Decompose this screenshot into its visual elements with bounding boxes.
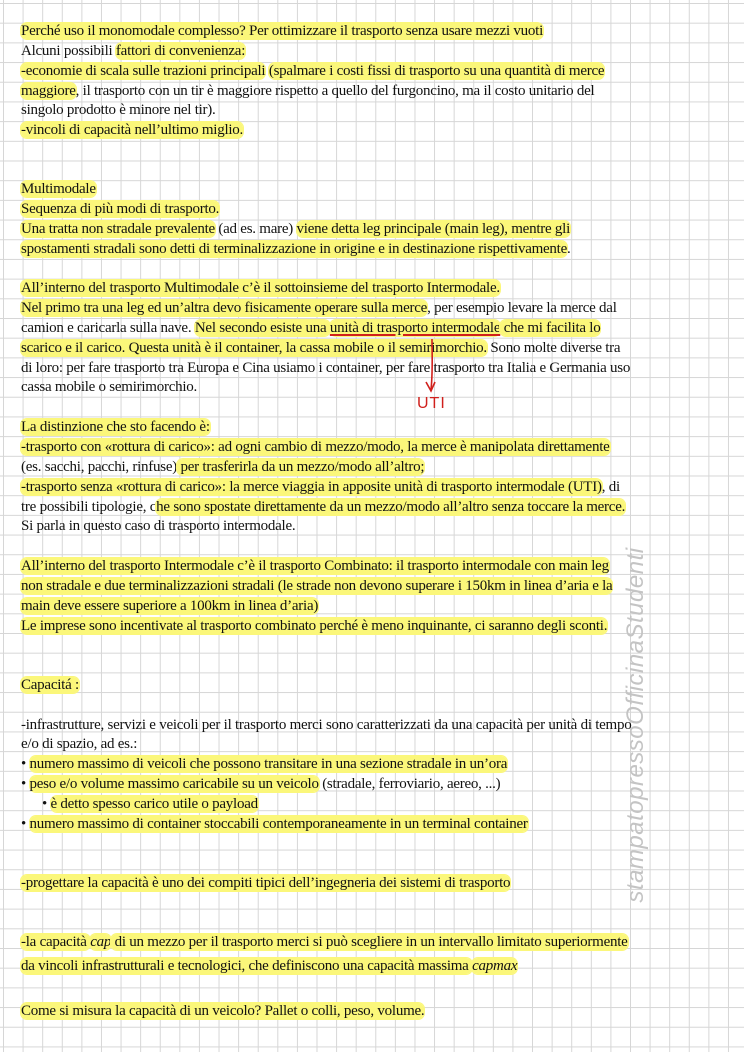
text-line	[21, 319, 600, 337]
text-line	[21, 101, 216, 119]
text: •	[21, 756, 30, 772]
text: (stradale, ferroviario, aereo, ...)	[318, 776, 501, 792]
text-line	[21, 458, 424, 476]
highlighted-text: non stradale e due terminalizzazioni stradali (le strade non devono superare i 150km in linea d’aria e la	[21, 578, 613, 594]
text: (ad es. mare)	[214, 221, 297, 237]
text: Sono molte diverse tra	[486, 340, 621, 356]
highlighted-text: Nel primo tra una leg ed un’altra devo fisicamente operare sulla merce	[21, 300, 428, 316]
text: Alcuni possibili	[21, 43, 116, 59]
text-line	[21, 180, 96, 198]
highlighted-text: Come si misura la capacità di un veicolo? Pallet o colli, peso, volume.	[21, 1003, 425, 1019]
text-line	[21, 557, 609, 575]
text-line	[21, 874, 510, 892]
highlighted-text: Perché uso il monomodale complesso? Per ottimizzare il trasporto senza usare mezzi vuoti	[21, 23, 543, 39]
text-line	[21, 121, 243, 139]
text-line	[21, 42, 245, 60]
text-line	[21, 359, 630, 377]
text-line	[21, 755, 507, 773]
text-line	[21, 82, 594, 100]
highlighted-text: fattori di convenienza:	[115, 43, 246, 59]
highlighted-text: cap	[90, 934, 112, 950]
highlighted-text: La distinzione che sto facendo è:	[21, 419, 210, 435]
text-line	[21, 438, 610, 456]
text-line	[21, 279, 500, 297]
text: .	[567, 241, 571, 257]
highlighted-text: scarico e il carico. Questa unità è il container, la cassa mobile o il semirimorchio.	[21, 340, 487, 356]
highlighted-text: Nel secondo esiste una	[194, 320, 330, 336]
highlighted-text: All’interno del trasporto Multimodale c’è il sottoinsieme del trasporto Intermodale.	[21, 280, 500, 296]
text-line	[21, 933, 628, 951]
text-line	[21, 200, 219, 218]
text: , per esempio levare la merce dal	[427, 300, 617, 316]
text-line	[21, 735, 137, 753]
text: singolo prodotto è minore nel tir).	[21, 102, 216, 118]
text: Si parla in questo caso di trasporto intermodale.	[21, 518, 296, 534]
text-line	[21, 517, 295, 535]
text: (es. sacchi, pacchi, rinfuse)	[21, 459, 178, 475]
highlighted-text: Multimodale	[21, 181, 96, 197]
highlighted-text: (spalmare i costi fissi di trasporto su una quantità di merce	[268, 63, 605, 79]
text: •	[21, 776, 30, 792]
text: •	[21, 816, 30, 832]
text-line	[21, 62, 604, 80]
text: -infrastrutture, servizi e veicoli per il trasporto merci sono caratterizzati da una capacità per unità di tempo	[21, 717, 632, 733]
text-line	[21, 418, 210, 436]
text-line	[21, 22, 543, 40]
highlighted-text: Le imprese sono incentivate al trasporto combinato perché è meno inquinante, ci saranno degli sconti.	[21, 618, 608, 634]
text-line	[21, 815, 528, 833]
text: cassa mobile o semirimorchio.	[21, 379, 198, 395]
highlighted-text: Capacitá :	[21, 677, 79, 693]
highlighted-text: -economie di scala sulle trazioni principali	[21, 63, 266, 79]
highlighted-text: da vincoli infrastrutturali e tecnologici, che definiscono una capacità massima	[21, 958, 473, 974]
highlighted-text: viene detta leg principale (main leg), mentre gli	[296, 221, 570, 237]
text-line	[21, 617, 607, 635]
text-line	[21, 339, 620, 357]
highlighted-text: unità di trasporto intermodale	[329, 320, 501, 336]
highlighted-text: maggiore	[21, 83, 76, 99]
text: e/o di spazio, ad es.:	[21, 736, 138, 752]
highlighted-text: che mi facilita lo	[500, 320, 601, 336]
highlighted-text: -la capacità	[21, 934, 91, 950]
text-line	[21, 378, 197, 396]
text-line	[21, 299, 617, 317]
highlighted-text: spostamenti stradali sono detti di terminalizzazione in origine e in destinazione rispettivamente	[21, 241, 567, 257]
text: , di	[601, 479, 620, 495]
text: •	[21, 796, 51, 812]
text-line	[21, 957, 517, 975]
text-line	[21, 478, 620, 496]
text-line	[21, 577, 612, 595]
annotation-arrow-icon	[420, 335, 450, 397]
text-line	[21, 597, 318, 615]
highlighted-text: he sono spostate direttamente da un mezzo/modo all’altro senza toccare la merce.	[156, 499, 626, 515]
text: camion e caricarla sulla nave.	[21, 320, 195, 336]
highlighted-text: All’interno del trasporto Intermodale c’è il trasporto Combinato: il trasporto intermodale con main leg	[21, 558, 609, 574]
highlighted-text: capmax	[472, 958, 518, 974]
text-line	[21, 498, 625, 516]
highlighted-text: Sequenza di più modi di trasporto.	[21, 201, 220, 217]
watermark: stampatopressoOfficinaStudenti	[622, 547, 649, 903]
annotation-uti-label: UTI	[417, 395, 446, 412]
highlighted-text: Una tratta non stradale prevalente	[21, 221, 215, 237]
highlighted-text: numero massimo di container stoccabili contemporaneamente in un terminal container	[29, 816, 528, 832]
text: tre possibili tipologie, c	[21, 499, 157, 515]
text-line	[21, 775, 500, 793]
text-line	[21, 1002, 424, 1020]
highlighted-text: numero massimo di veicoli che possono transitare in una sezione stradale in un’ora	[29, 756, 508, 772]
highlighted-text: -progettare la capacità è uno dei compiti tipici dell’ingegneria dei sistemi di trasporto	[21, 875, 511, 891]
highlighted-text: è detto spesso carico utile o payload	[50, 796, 258, 812]
highlighted-text: main deve essere superiore a 100km in linea d’aria)	[21, 598, 319, 614]
highlighted-text: peso e/o volume massimo caricabile su un veicolo	[29, 776, 319, 792]
highlighted-text: -trasporto con «rottura di carico»: ad ogni cambio di mezzo/modo, la merce è manipolata direttamente	[21, 439, 610, 455]
text-line	[21, 676, 79, 694]
highlighted-text: -vincoli di capacità nell’ultimo miglio.	[21, 122, 244, 138]
text-line	[21, 716, 631, 734]
text-line	[21, 240, 571, 258]
text-line	[21, 220, 570, 238]
text-line	[21, 795, 258, 813]
text: , il trasporto con un tir è maggiore rispetto a quello del furgoncino, ma il costo unitario del	[75, 83, 595, 99]
highlighted-text: di un mezzo per il trasporto merci si può scegliere in un intervallo limitato superiormente	[111, 934, 628, 950]
highlighted-text: per trasferirla da un mezzo/modo all’altro;	[177, 459, 425, 475]
highlighted-text: -trasporto senza «rottura di carico»: la merce viaggia in apposite unità di trasporto intermodale (UTI)	[21, 479, 602, 495]
text: di loro: per fare trasporto tra Europa e Cina usiamo i container, per fare trasporto tra Italia e Germania uso	[21, 360, 631, 376]
